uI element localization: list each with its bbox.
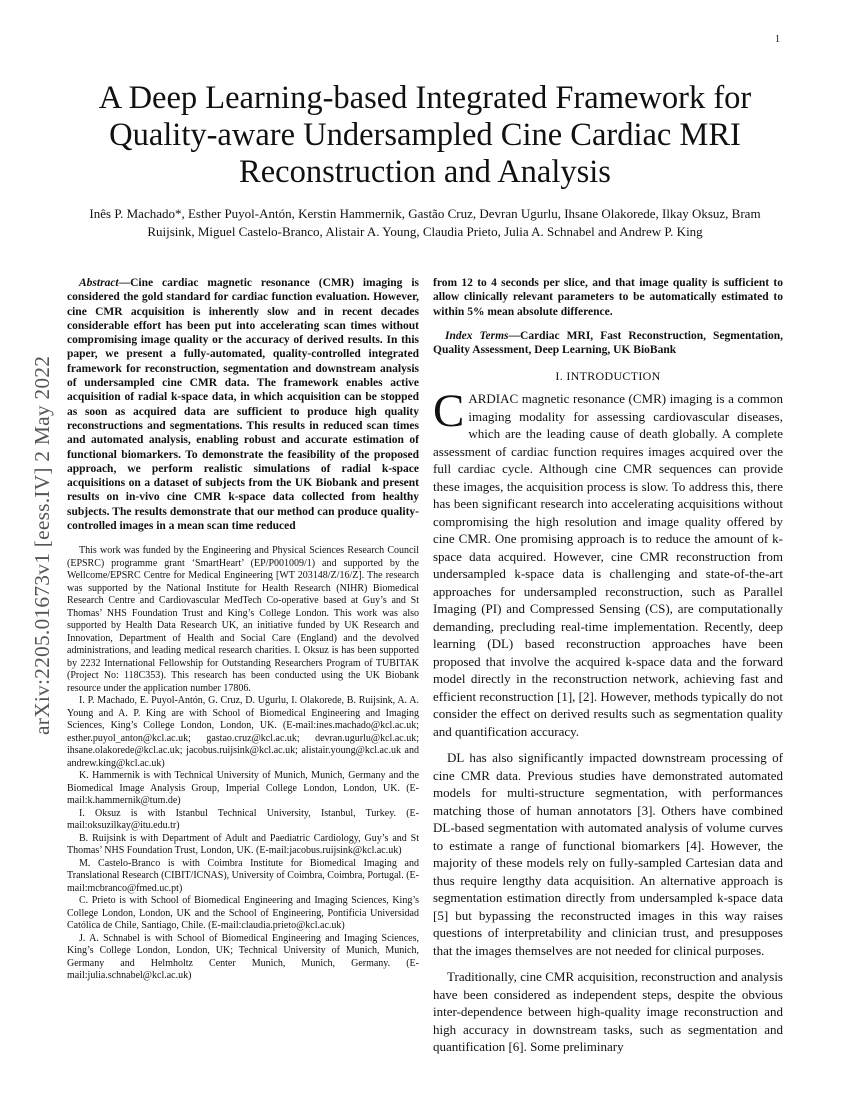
footnotes: [67, 545, 419, 983]
footnote-affiliation: C. Prieto is with School of Biomedical Engineering and Imaging Sciences, King’s College London, London, UK and the School of Engineering, Pontificia Universidad Católica de Chile, Santiago, Chile. (E-mail:claudia.prieto@kcl.ac.uk): [67, 895, 419, 932]
footnote-affiliation: I. P. Machado, E. Puyol-Antón, G. Cruz, D. Ugurlu, I. Olakorede, B. Ruijsink, A. A. Young and A. P. King are with School of Biomedical Engineering and Imaging Sciences, King’s College London, London, UK. (E-mail:ines.machado@kcl.ac.uk; esther.puyol_anton@kcl.ac.uk; gastao.cruz@kcl.ac.uk; devran.ugurlu@kcl.ac.uk; ihsane.olakorede@kcl.ac.uk; jacobus.ruijsink@kcl.ac.uk; alistair.young@kcl.ac.uk and andrew.king@kcl.ac.uk): [67, 695, 419, 769]
section-body: [433, 385, 783, 1056]
paper-title: A Deep Learning-based Integrated Framework for Quality-aware Undersampled Cine Cardiac MRI Reconstruction and Analysis: [98, 80, 752, 190]
body-paragraph: DL has also significantly impacted downstream processing of cine CMR data. Previous studies have demonstrated automated models for multi-structure segmentation, with performances matching those of human annotators [3]. Others have combined DL-based segmentation with automated analysis of volume curves to estimate a range of functional biomarkers [4]. However, the majority of these models rely on fully-sampled Cartesian data and thus require lengthy data acquisition. An alternative approach is segmentation estimation directly from undersampled k-space data [5] but bypassing the reconstructed images in this way raises questions of interpretability and clinician trust, and presupposes that the images themselves are not needed for clinical purposes.: [433, 750, 783, 958]
left-column: [67, 276, 419, 983]
index-terms-text: —Cardiac MRI, Fast Reconstruction, Segmentation, Quality Assessment, Deep Learning, UK BioBank: [433, 329, 784, 357]
body-paragraph: Traditionally, cine CMR acquisition, reconstruction and analysis have been considered as independent steps, despite the obvious inter-dependence between high-quality image reconstruction and high accuracy in downstream tasks, such as segmentation and quantification [6]. Some preliminary: [433, 969, 783, 1055]
body-paragraph: [433, 385, 783, 740]
abstract: [67, 276, 419, 533]
abstract-continuation: from 12 to 4 seconds per slice, and that image quality is sufficient to allow clinically relevant parameters to be automatically estimated to within 5% mean absolute difference.: [433, 277, 783, 318]
author-list: Inês P. Machado*, Esther Puyol-Antón, Kerstin Hammernik, Gastão Cruz, Devran Ugurlu, Ihsane Olakorede, Ilkay Oksuz, Bram Ruijsink, Miguel Castelo-Branco, Alistair A. Young, Claudia Prieto, Julia A. Schnabel and Andrew P. King: [89, 206, 761, 239]
arxiv-identifier: arXiv:2205.01673v1 [eess.IV] 2 May 2022: [30, 355, 54, 735]
index-terms: [433, 329, 783, 358]
section-heading: I. INTRODUCTION: [555, 369, 661, 384]
index-terms-label: Index Terms: [445, 329, 509, 342]
page-number: 1: [775, 34, 780, 45]
right-column: [433, 276, 783, 1056]
paragraph-text: ARDIAC magnetic resonance (CMR) imaging is a common imaging modality for assessing cardiovascular diseases, which are the leading cause of death globally. A complete assessment of cardiac function requires images acquired over the full cardiac cycle. Although cine CMR sequences can provide these images, the acquisition process is slow. To address this, there has been significant research into accelerating acquisitions without compromising the high resolution and image quality offered by cine CMR. One promising approach is to reduce the amount of k-space data acquired. However, cine CMR reconstruction from undersampled k-space data is challenging and state-of-the-art approaches for undersampled reconstruction, such as Parallel Imaging (PI) and Compressed Sensing (CS), are computationally demanding, precluding real-time implementation. Recently, deep learning (DL) based reconstruction approaches have been proposed that involve the acquired k-space data and the forward model directly in the reconstruction network, achieving fast and efficient reconstruction [1], [2]. However, methods typically do not consider the effect on derived results such as segmentation quality and quantification accuracy.: [433, 391, 783, 739]
footnote-affiliation: I. Oksuz is with Istanbul Technical University, Istanbul, Turkey. (E-mail:oksuzilkay@itu.edu.tr): [67, 807, 419, 832]
footnote-affiliation: J. A. Schnabel is with School of Biomedical Engineering and Imaging Sciences, King’s College London, London, UK; Technical University of Munich, Munich, Germany and Helmholtz Center Munich, Munich, Germany. (E-mail:julia.schnabel@kcl.ac.uk): [67, 932, 419, 982]
footnote-affiliation: K. Hammernik is with Technical University of Munich, Munich, Germany and the Biomedical Image Analysis Group, Imperial College London, London, UK. (E-mail:k.hammernik@tum.de): [67, 770, 419, 807]
drop-cap: C: [433, 385, 465, 438]
abstract-text: —Cine cardiac magnetic resonance (CMR) imaging is considered the gold standard for cardiac function evaluation. However, cine CMR acquisition is inherently slow and in recent decades considerable effort has been put into accelerating scan times without compromising image quality or the accuracy of derived results. In this paper, we present a fully-automated, quality-controlled integrated framework for reconstruction, segmentation and downstream analysis of undersampled cine CMR data. The framework enables active acquisition of radial k-space data, in which acquisition can be stopped as soon as acquired data are sufficient to produce high quality reconstructions and segmentations. This results in reduced scan times and automated analysis, enabling robust and accurate estimation of functional biomarkers. To demonstrate the feasibility of the proposed approach, we perform realistic simulations of radial k-space acquisitions on a dataset of subjects from the UK Biobank and present results on in-vivo cine CMR k-space data collected from healthy subjects. The results demonstrate that our method can produce quality-controlled images in a mean scan time reduced: [67, 277, 419, 533]
footnote-affiliation: B. Ruijsink is with Department of Adult and Paediatric Cardiology, Guy’s and St Thomas’ NHS Foundation Trust, London, UK. (E-mail:jacobus.ruijsink@kcl.ac.uk): [67, 832, 419, 857]
footnote-funding: This work was funded by the Engineering and Physical Sciences Research Council (EPSRC) programme grant ‘SmartHeart’ (EP/P001009/1) and supported by the Wellcome/EPSRC Centre for Medical Engineering [WT 203148/Z/16/Z]. The research was supported by the National Institute for Health Research (NIHR) Biomedical Research Centre and Cardiovascular MedTech Co-operative based at Guy’s and St Thomas’ NHS Foundation Trust and King’s College London. This work was also supported by Health Data Research UK, an initiative funded by UK Research and Innovation, Department of Health and Social Care (England) and the devolved administrations, and leading medical research charities. I. Oksuz is has been supported by 2232 International Fellowship for Outstanding Researchers Program of TUBITAK (Project No: 118C353). This research has been conducted using the UK Biobank resource under the application number 17806.: [67, 545, 419, 694]
abstract-label: Abstract: [79, 277, 119, 289]
footnote-affiliation: M. Castelo-Branco is with Coimbra Institute for Biomedical Imaging and Translational Research (CIBIT/ICNAS), University of Coimbra, Coimbra, Portugal. (E-mail:mcbranco@fmed.uc.pt): [67, 857, 419, 894]
